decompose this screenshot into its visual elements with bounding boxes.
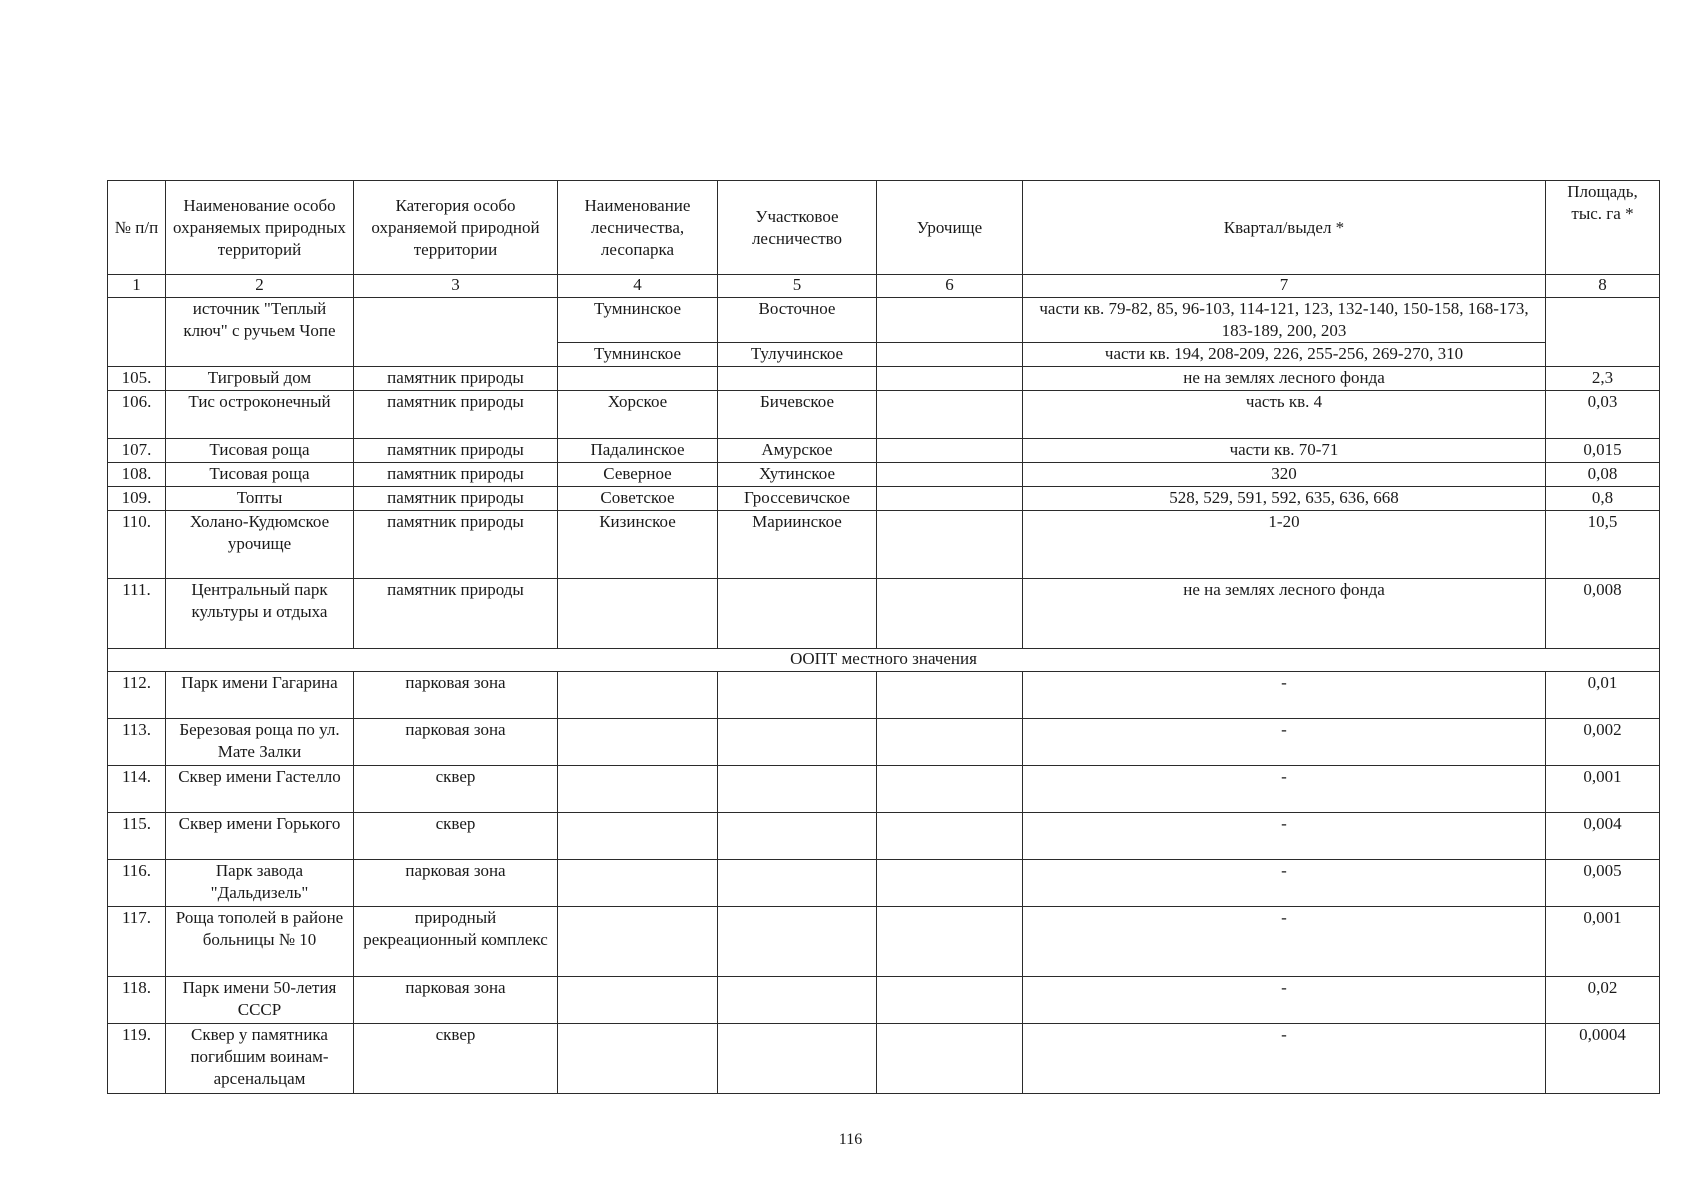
column-number: 6	[877, 275, 1023, 298]
tract	[877, 813, 1023, 860]
protected-areas-table	[107, 180, 1660, 1094]
forestry-name	[558, 860, 718, 907]
row-number: 119.	[108, 1024, 166, 1094]
area-category: парковая зона	[354, 719, 558, 766]
row-number: 106.	[108, 391, 166, 439]
row-number: 113.	[108, 719, 166, 766]
district-forestry: Гроссевичское	[718, 487, 877, 511]
district-forestry	[718, 860, 877, 907]
district-forestry: Амурское	[718, 439, 877, 463]
forestry-name	[558, 719, 718, 766]
forestry-name: Падалинское	[558, 439, 718, 463]
area-name: Парк имени 50-летия СССР	[166, 977, 354, 1024]
row-number: 108.	[108, 463, 166, 487]
tract	[877, 719, 1023, 766]
row-number: 115.	[108, 813, 166, 860]
forestry-name: Тумнинское	[558, 298, 718, 343]
area-size: 0,01	[1546, 672, 1660, 719]
forestry-name	[558, 907, 718, 977]
area-name: Роща тополей в районе больницы № 10	[166, 907, 354, 977]
row-number: 114.	[108, 766, 166, 813]
area-name: Парк завода "Дальдизель"	[166, 860, 354, 907]
header-name: Наименование особо охраняемых природных территорий	[166, 181, 354, 275]
area-size: 0,0004	[1546, 1024, 1660, 1094]
column-number: 8	[1546, 275, 1660, 298]
forestry-name	[558, 1024, 718, 1094]
area-category: памятник природы	[354, 511, 558, 579]
tract	[877, 860, 1023, 907]
area-name: Сквер у памятника погибшим воинам-арсенальцам	[166, 1024, 354, 1094]
header-tract: Урочище	[877, 181, 1023, 275]
table-row	[108, 719, 1660, 766]
area-category: парковая зона	[354, 860, 558, 907]
header-forestry: Наименование лесничества, лесопарка	[558, 181, 718, 275]
quarter: часть кв. 4	[1023, 391, 1546, 439]
district-forestry: Восточное	[718, 298, 877, 343]
quarter: -	[1023, 1024, 1546, 1094]
row-number	[108, 298, 166, 367]
table-row	[108, 579, 1660, 649]
area-category: памятник природы	[354, 391, 558, 439]
forestry-name	[558, 367, 718, 391]
quarter: 528, 529, 591, 592, 635, 636, 668	[1023, 487, 1546, 511]
district-forestry	[718, 766, 877, 813]
quarter: -	[1023, 813, 1546, 860]
tract	[877, 672, 1023, 719]
area-size: 0,015	[1546, 439, 1660, 463]
area-name: Холано-Кудюмское урочище	[166, 511, 354, 579]
header-quarter: Квартал/выдел *	[1023, 181, 1546, 275]
row-number: 112.	[108, 672, 166, 719]
column-number: 1	[108, 275, 166, 298]
area-size	[1546, 298, 1660, 367]
district-forestry	[718, 367, 877, 391]
table-row	[108, 367, 1660, 391]
column-number: 3	[354, 275, 558, 298]
table-row	[108, 977, 1660, 1024]
row-number: 109.	[108, 487, 166, 511]
area-category: парковая зона	[354, 672, 558, 719]
quarter: части кв. 70-71	[1023, 439, 1546, 463]
area-size: 0,02	[1546, 977, 1660, 1024]
area-name: Сквер имени Гастелло	[166, 766, 354, 813]
area-name: Тисовая роща	[166, 463, 354, 487]
header-area: Площадь, тыс. га *	[1546, 181, 1660, 275]
table-row	[108, 766, 1660, 813]
area-category: сквер	[354, 813, 558, 860]
area-name: Тигровый дом	[166, 367, 354, 391]
tract	[877, 439, 1023, 463]
forestry-name	[558, 672, 718, 719]
area-category: памятник природы	[354, 439, 558, 463]
table-row	[108, 672, 1660, 719]
forestry-name: Северное	[558, 463, 718, 487]
column-number: 4	[558, 275, 718, 298]
quarter: 1-20	[1023, 511, 1546, 579]
row-number: 105.	[108, 367, 166, 391]
forestry-name: Кизинское	[558, 511, 718, 579]
area-size: 10,5	[1546, 511, 1660, 579]
tract	[877, 766, 1023, 813]
tract	[877, 511, 1023, 579]
tract	[877, 907, 1023, 977]
quarter: части кв. 79-82, 85, 96-103, 114-121, 123, 132-140, 150-158, 168-173, 183-189, 200, 203	[1023, 298, 1546, 343]
row-number: 111.	[108, 579, 166, 649]
tract	[877, 367, 1023, 391]
area-name: Центральный парк культуры и отдыха	[166, 579, 354, 649]
header-category: Категория особо охраняемой природной территории	[354, 181, 558, 275]
table-row	[108, 298, 1660, 343]
district-forestry	[718, 813, 877, 860]
district-forestry	[718, 1024, 877, 1094]
area-name: Сквер имени Горького	[166, 813, 354, 860]
forestry-name	[558, 813, 718, 860]
row-number: 116.	[108, 860, 166, 907]
header-row	[108, 181, 1660, 275]
table-row	[108, 1024, 1660, 1094]
row-number: 118.	[108, 977, 166, 1024]
column-number: 7	[1023, 275, 1546, 298]
area-category: сквер	[354, 766, 558, 813]
tract	[877, 487, 1023, 511]
tract	[877, 298, 1023, 343]
table-row	[108, 511, 1660, 579]
forestry-name	[558, 766, 718, 813]
quarter: 320	[1023, 463, 1546, 487]
forestry-name: Хорское	[558, 391, 718, 439]
forestry-name: Тумнинское	[558, 343, 718, 367]
section-title: ООПТ местного значения	[108, 649, 1660, 672]
forestry-name	[558, 579, 718, 649]
district-forestry	[718, 907, 877, 977]
area-size: 0,008	[1546, 579, 1660, 649]
tract	[877, 463, 1023, 487]
area-category	[354, 298, 558, 367]
district-forestry	[718, 579, 877, 649]
tract	[877, 1024, 1023, 1094]
table-row	[108, 860, 1660, 907]
area-name: Тисовая роща	[166, 439, 354, 463]
tract	[877, 391, 1023, 439]
quarter: -	[1023, 672, 1546, 719]
area-size: 0,005	[1546, 860, 1660, 907]
area-size: 0,001	[1546, 907, 1660, 977]
area-category: сквер	[354, 1024, 558, 1094]
table-row	[108, 439, 1660, 463]
area-category: памятник природы	[354, 487, 558, 511]
column-number: 2	[166, 275, 354, 298]
table-row	[108, 487, 1660, 511]
area-name: Парк имени Гагарина	[166, 672, 354, 719]
district-forestry: Мариинское	[718, 511, 877, 579]
area-name: Березовая роща по ул. Мате Залки	[166, 719, 354, 766]
area-category: памятник природы	[354, 579, 558, 649]
district-forestry: Бичевское	[718, 391, 877, 439]
table-body	[108, 298, 1660, 1094]
quarter: не на землях лесного фонда	[1023, 579, 1546, 649]
quarter: -	[1023, 907, 1546, 977]
area-size: 0,03	[1546, 391, 1660, 439]
row-number: 107.	[108, 439, 166, 463]
table-header	[108, 181, 1660, 298]
quarter: -	[1023, 860, 1546, 907]
quarter: части кв. 194, 208-209, 226, 255-256, 269-270, 310	[1023, 343, 1546, 367]
row-number: 117.	[108, 907, 166, 977]
quarter: -	[1023, 719, 1546, 766]
table-row	[108, 813, 1660, 860]
column-number-row	[108, 275, 1660, 298]
area-size: 0,001	[1546, 766, 1660, 813]
area-name: Топты	[166, 487, 354, 511]
section-row	[108, 649, 1660, 672]
quarter: -	[1023, 766, 1546, 813]
district-forestry	[718, 719, 877, 766]
page-number: 116	[838, 1131, 863, 1148]
column-number: 5	[718, 275, 877, 298]
area-category: природный рекреационный комплекс	[354, 907, 558, 977]
area-size: 0,004	[1546, 813, 1660, 860]
header-district-forestry: Участковое лесничество	[718, 181, 877, 275]
district-forestry	[718, 672, 877, 719]
row-number: 110.	[108, 511, 166, 579]
header-number: № п/п	[108, 181, 166, 275]
area-category: памятник природы	[354, 463, 558, 487]
area-size: 0,8	[1546, 487, 1660, 511]
district-forestry	[718, 977, 877, 1024]
tract	[877, 977, 1023, 1024]
district-forestry: Тулучинское	[718, 343, 877, 367]
area-size: 0,002	[1546, 719, 1660, 766]
table-row	[108, 463, 1660, 487]
quarter: не на землях лесного фонда	[1023, 367, 1546, 391]
tract	[877, 579, 1023, 649]
area-category: памятник природы	[354, 367, 558, 391]
table-row	[108, 907, 1660, 977]
forestry-name	[558, 977, 718, 1024]
district-forestry: Хутинское	[718, 463, 877, 487]
forestry-name: Советское	[558, 487, 718, 511]
area-name: источник "Теплый ключ" с ручьем Чопе	[166, 298, 354, 367]
area-size: 0,08	[1546, 463, 1660, 487]
area-name: Тис остроконечный	[166, 391, 354, 439]
table-row	[108, 391, 1660, 439]
area-size: 2,3	[1546, 367, 1660, 391]
area-category: парковая зона	[354, 977, 558, 1024]
quarter: -	[1023, 977, 1546, 1024]
tract	[877, 343, 1023, 367]
